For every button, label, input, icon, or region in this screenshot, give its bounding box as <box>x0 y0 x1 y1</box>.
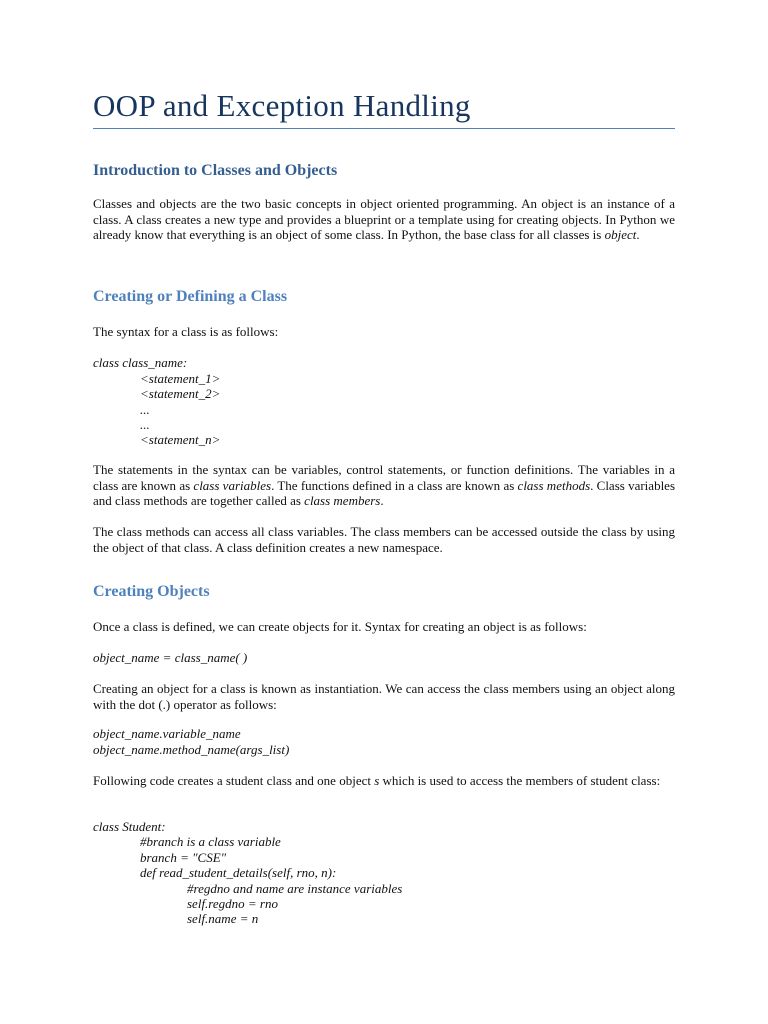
defining-paragraph-2: The class methods can access all class variables. The class members can be accessed outside the class by using the object of that class. A class definition creates a new namespace. <box>93 524 675 555</box>
title-underline <box>93 128 675 129</box>
section-heading-intro: Introduction to Classes and Objects <box>93 162 338 179</box>
text-run: which is used to access the members of student class: <box>379 773 661 788</box>
syntax-line: ... <box>140 417 150 432</box>
syntax-line: <statement_n> <box>140 432 221 447</box>
text-run: . The functions defined in a class are known as <box>271 477 518 493</box>
objects-paragraph-2: Creating an object for a class is known as instantiation. We can access the class members using an object along with the dot (.) operator as follows: <box>93 681 675 712</box>
code-line: self.name = n <box>187 911 259 926</box>
section-heading-defining: Creating or Defining a Class <box>93 288 288 305</box>
intro-emphasis-object: object <box>604 227 637 243</box>
code-line: #branch is a class variable <box>140 834 281 849</box>
code-line: branch = "CSE" <box>140 850 227 865</box>
defining-paragraph-1 <box>93 462 675 509</box>
text-run: The statements in the syntax can be variables, control statements, or function definitions. The variables in a class are known as <box>93 462 675 493</box>
page-title: OOP and Exception Handling <box>93 88 471 123</box>
code-line: class Student: <box>93 819 166 834</box>
syntax-line: ... <box>140 402 150 417</box>
access-line: object_name.method_name(args_list) <box>93 742 290 757</box>
syntax-intro: The syntax for a class is as follows: <box>93 324 279 339</box>
syntax-line: <statement_1> <box>140 371 221 386</box>
syntax-line: class class_name: <box>93 355 188 370</box>
code-line: #regdno and name are instance variables <box>187 881 403 896</box>
objects-paragraph-3 <box>93 773 675 789</box>
intro-text: Classes and objects are the two basic concepts in object oriented programming. An object is an instance of a class. A class creates a new type and provides a blueprint or a template using for creating objects. In Python we already know that everything is an object of some class. In Python, the base class for all classes is <box>93 196 675 243</box>
section-heading-objects: Creating Objects <box>93 583 210 600</box>
text-run: Following code creates a student class and one object <box>93 773 375 788</box>
intro-end: . <box>636 227 640 243</box>
emphasis-class-methods: class methods <box>517 477 591 493</box>
syntax-line: <statement_2> <box>140 386 221 401</box>
emphasis-class-members: class members <box>304 493 381 509</box>
object-syntax: object_name = class_name( ) <box>93 650 248 665</box>
emphasis-class-variables: class variables <box>193 477 272 493</box>
intro-paragraph <box>93 196 675 243</box>
emphasis-s: s <box>374 773 380 788</box>
text-run: . Class variables and class methods are together called as <box>93 477 676 509</box>
code-line: self.regdno = rno <box>187 896 278 911</box>
access-line: object_name.variable_name <box>93 726 241 741</box>
objects-paragraph-1: Once a class is defined, we can create objects for it. Syntax for creating an object is as follows: <box>93 619 587 634</box>
code-line: def read_student_details(self, rno, n): <box>140 865 337 880</box>
text-run: . <box>380 493 384 509</box>
